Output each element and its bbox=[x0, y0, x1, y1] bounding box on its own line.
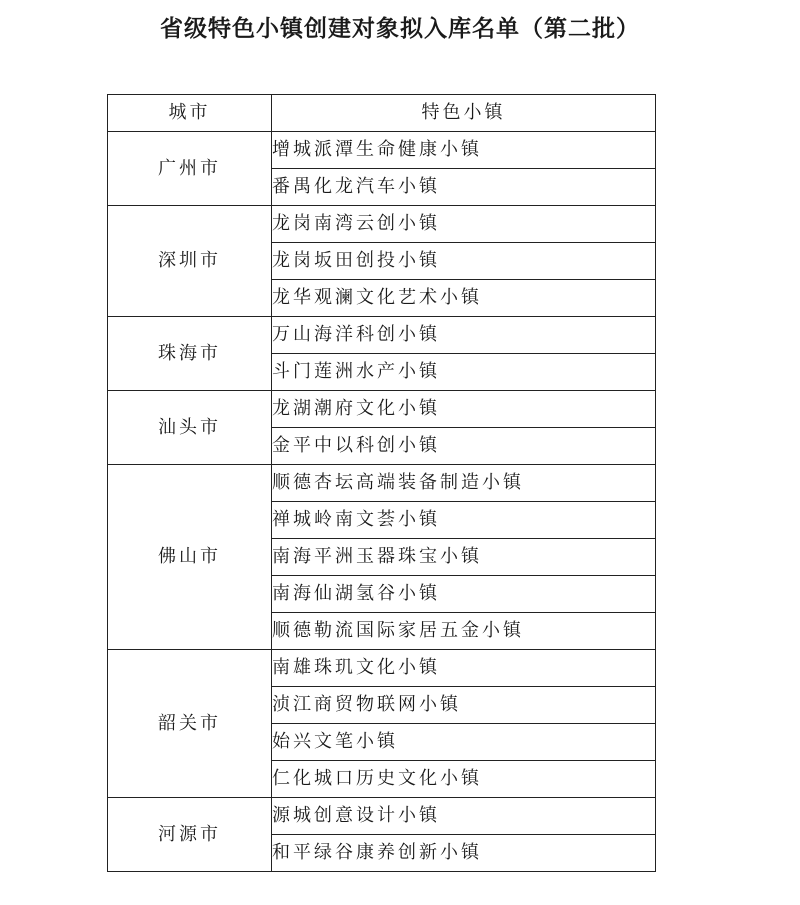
table-header-row bbox=[108, 95, 656, 132]
city-cell: 珠海市 bbox=[108, 317, 272, 391]
city-cell: 河源市 bbox=[108, 798, 272, 872]
town-cell: 顺德杏坛高端装备制造小镇 bbox=[272, 465, 656, 502]
header-city: 城市 bbox=[108, 95, 272, 132]
town-cell: 南海平洲玉器珠宝小镇 bbox=[272, 539, 656, 576]
town-cell: 禅城岭南文荟小镇 bbox=[272, 502, 656, 539]
city-cell: 汕头市 bbox=[108, 391, 272, 465]
city-cell: 韶关市 bbox=[108, 650, 272, 798]
table-row bbox=[108, 132, 656, 169]
table-row bbox=[108, 798, 656, 835]
town-cell: 源城创意设计小镇 bbox=[272, 798, 656, 835]
town-cell: 南海仙湖氢谷小镇 bbox=[272, 576, 656, 613]
town-cell: 番禺化龙汽车小镇 bbox=[272, 169, 656, 206]
town-cell: 和平绿谷康养创新小镇 bbox=[272, 835, 656, 872]
table-body bbox=[108, 132, 656, 872]
town-cell: 斗门莲洲水产小镇 bbox=[272, 354, 656, 391]
town-cell: 浈江商贸物联网小镇 bbox=[272, 687, 656, 724]
city-cell: 佛山市 bbox=[108, 465, 272, 650]
town-cell: 始兴文笔小镇 bbox=[272, 724, 656, 761]
town-cell: 龙岗南湾云创小镇 bbox=[272, 206, 656, 243]
table-row bbox=[108, 317, 656, 354]
town-cell: 龙湖潮府文化小镇 bbox=[272, 391, 656, 428]
town-cell: 增城派潭生命健康小镇 bbox=[272, 132, 656, 169]
town-cell: 顺德勒流国际家居五金小镇 bbox=[272, 613, 656, 650]
document-title: 省级特色小镇创建对象拟入库名单（第二批） bbox=[160, 16, 640, 42]
header-town: 特色小镇 bbox=[272, 95, 656, 132]
town-cell: 龙华观澜文化艺术小镇 bbox=[272, 280, 656, 317]
table-row bbox=[108, 206, 656, 243]
town-cell: 南雄珠玑文化小镇 bbox=[272, 650, 656, 687]
city-cell: 广州市 bbox=[108, 132, 272, 206]
table-row bbox=[108, 650, 656, 687]
table-row bbox=[108, 465, 656, 502]
town-cell: 龙岗坂田创投小镇 bbox=[272, 243, 656, 280]
town-cell: 仁化城口历史文化小镇 bbox=[272, 761, 656, 798]
town-list-table bbox=[107, 94, 656, 872]
city-cell: 深圳市 bbox=[108, 206, 272, 317]
town-cell: 万山海洋科创小镇 bbox=[272, 317, 656, 354]
town-cell: 金平中以科创小镇 bbox=[272, 428, 656, 465]
table-row bbox=[108, 391, 656, 428]
